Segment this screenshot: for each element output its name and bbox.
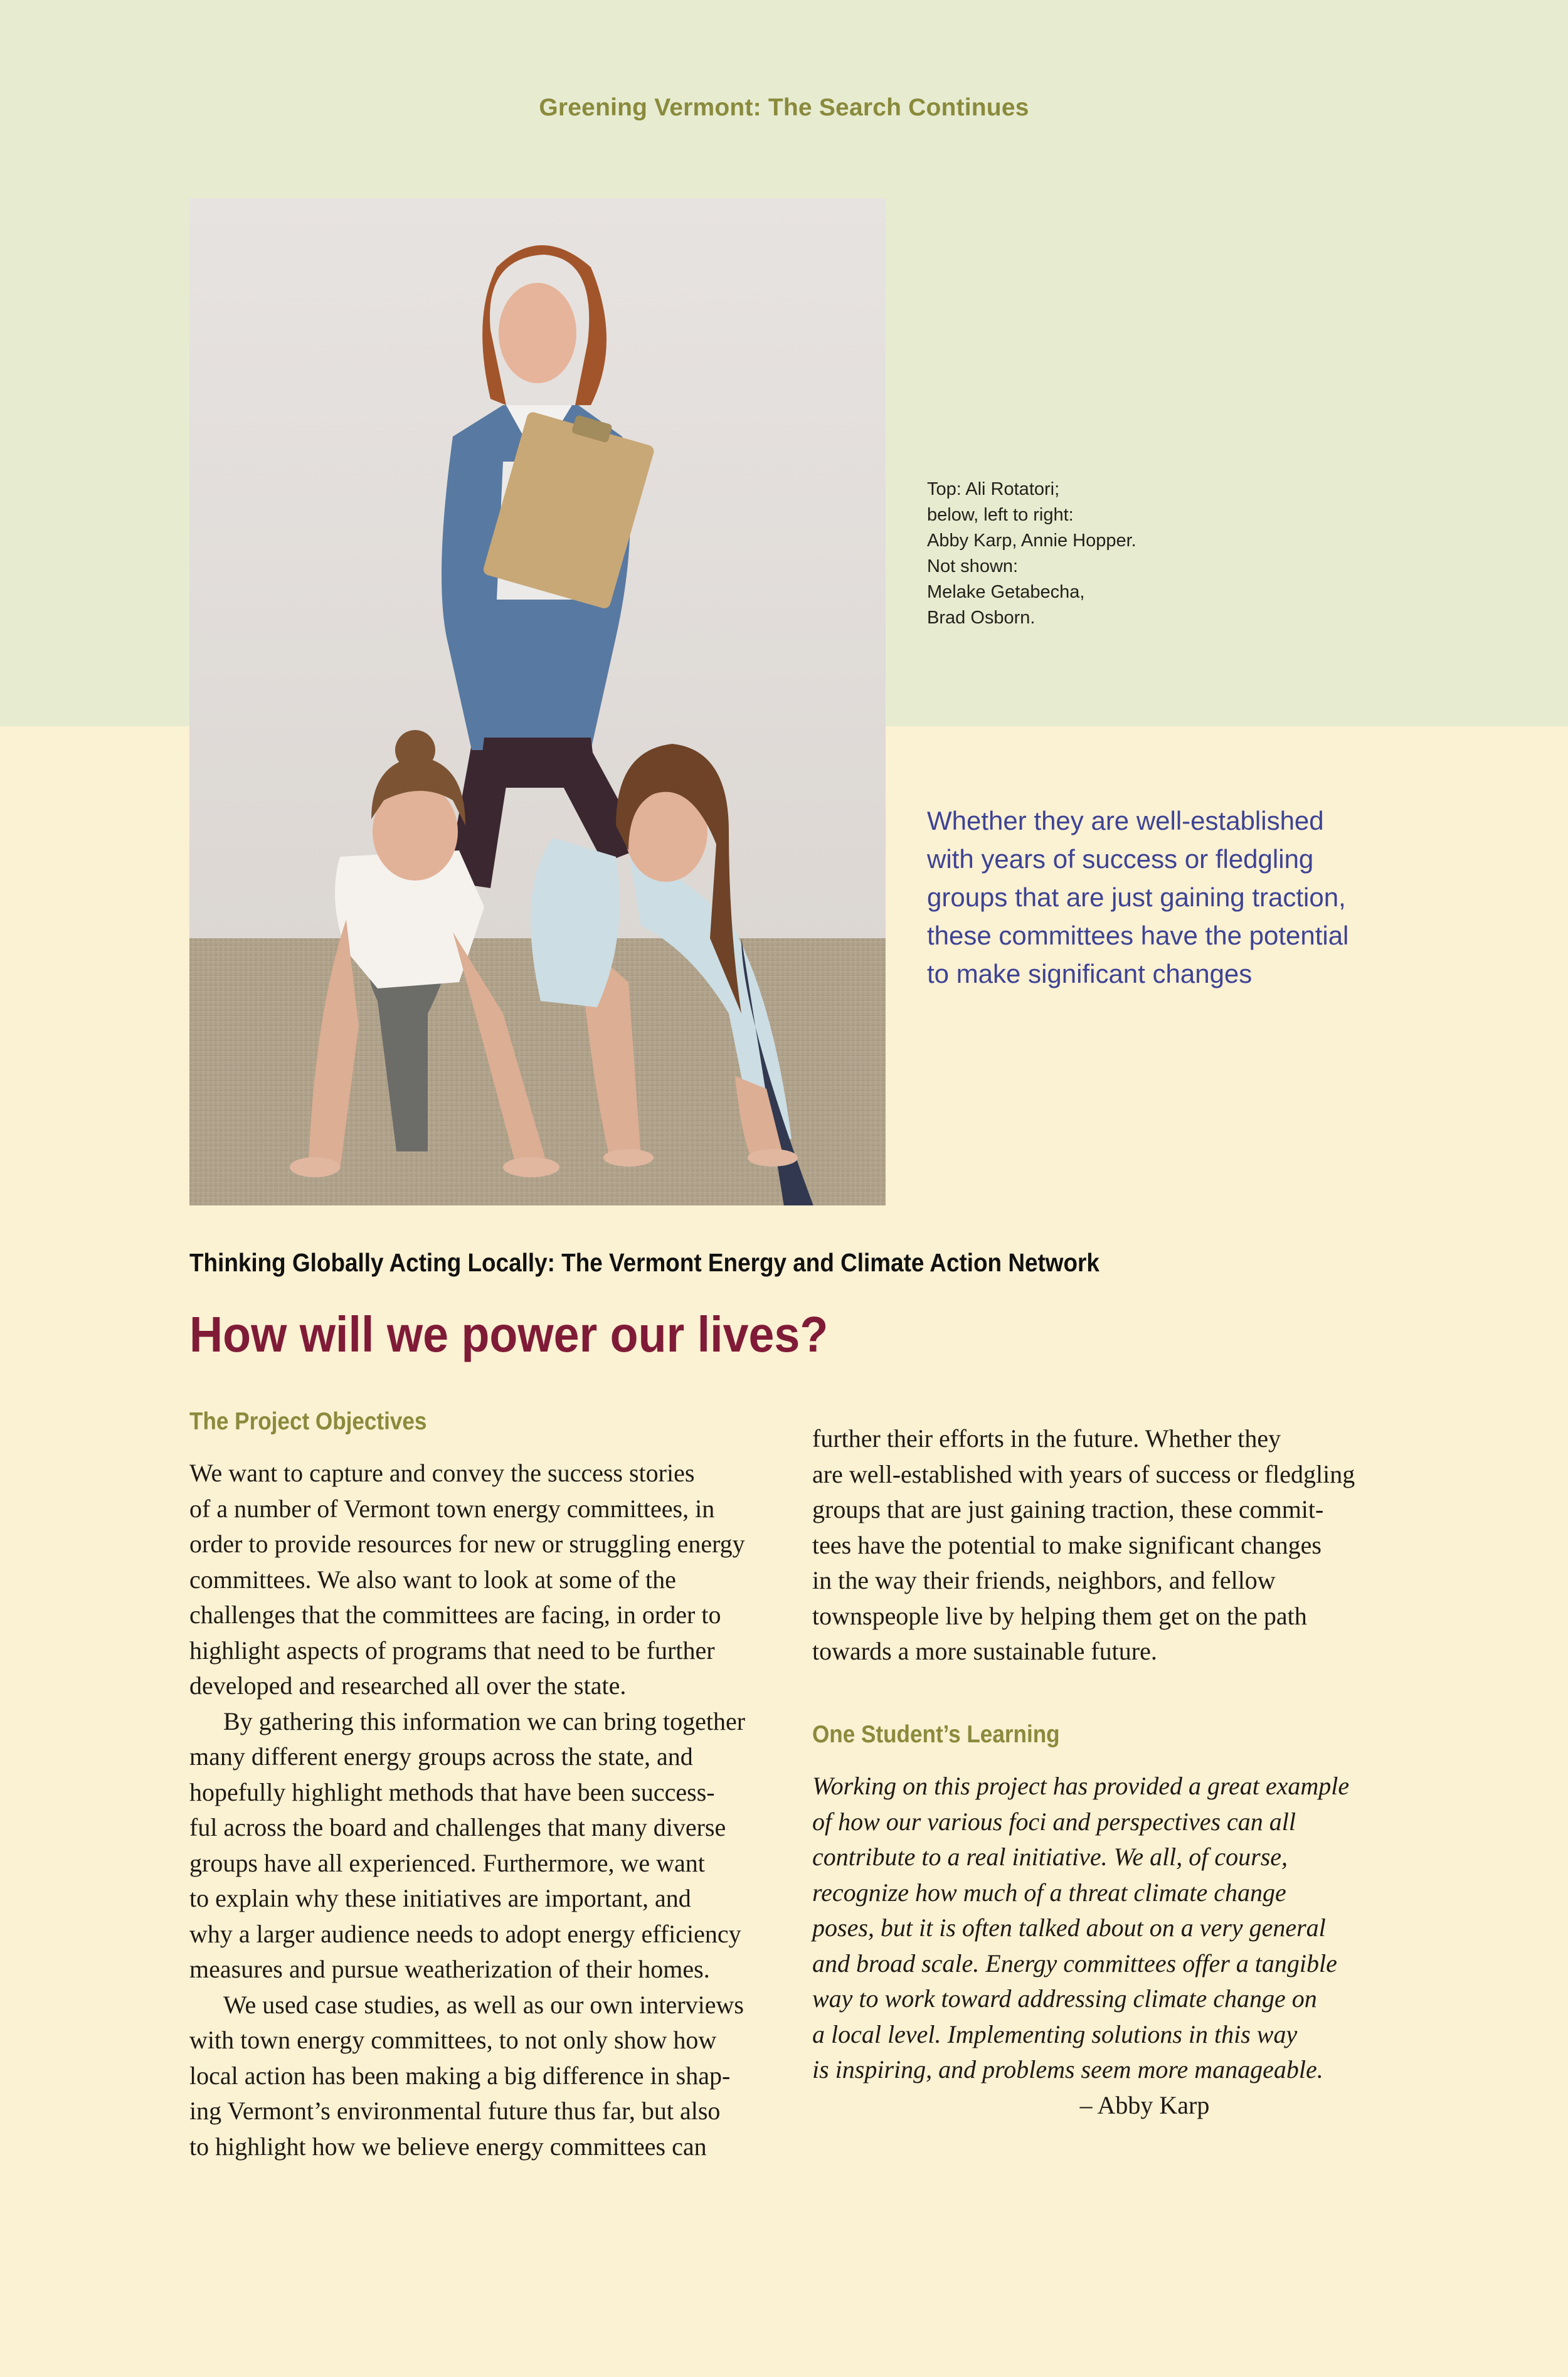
quote-line: way to work toward addressing climate change on bbox=[812, 1984, 1317, 2013]
quote-line: a local level. Implementing solutions in this way bbox=[812, 2020, 1298, 2048]
quote-line: and broad scale. Energy committees offer a tangible bbox=[812, 1949, 1337, 1977]
caption-line: Abby Karp, Annie Hopper. bbox=[927, 531, 1136, 551]
body-text-line: to explain why these initiatives are important, and bbox=[189, 1884, 691, 1912]
body-text-line: towards a more sustainable future. bbox=[812, 1637, 1157, 1665]
caption-line: Top: Ali Rotatori; bbox=[927, 479, 1060, 499]
quote-line: poses, but it is often talked about on a very general bbox=[812, 1914, 1326, 1942]
body-text-line: committees. We also want to look at some of the bbox=[189, 1565, 676, 1594]
section-heading-learning: One Student’s Learning bbox=[812, 1721, 1060, 1748]
group-photo bbox=[189, 198, 886, 1205]
pull-quote bbox=[927, 802, 1416, 993]
section-heading-objectives: The Project Objectives bbox=[189, 1408, 427, 1435]
pull-quote-line: these committees have the potential bbox=[927, 921, 1349, 950]
student-quote bbox=[812, 1769, 1402, 2123]
body-text-line: hopefully highlight methods that have been success- bbox=[189, 1777, 715, 1806]
right-column-text bbox=[812, 1421, 1402, 1670]
quote-attribution: – Abby Karp bbox=[1079, 2090, 1210, 2119]
body-text-line: why a larger audience needs to adopt energy efficiency bbox=[189, 1919, 741, 1948]
article-headline: How will we power our lives? bbox=[189, 1306, 829, 1362]
caption-line: Not shown: bbox=[927, 556, 1019, 576]
quote-line: contribute to a real initiative. We all, of course, bbox=[812, 1843, 1288, 1871]
body-text-line: ing Vermont’s environmental future thus far, but also bbox=[189, 2097, 721, 2125]
body-text-line: many different energy groups across the state, and bbox=[189, 1742, 693, 1771]
pull-quote-line: Whether they are well-established bbox=[927, 806, 1324, 835]
quote-line: recognize how much of a threat climate change bbox=[812, 1878, 1286, 1907]
body-text-line: tees have the potential to make significant changes bbox=[812, 1530, 1322, 1559]
caption-line: below, left to right: bbox=[927, 505, 1074, 525]
quote-line: of how our various foci and perspectives can all bbox=[812, 1807, 1296, 1836]
quote-line: Working on this project has provided a great example bbox=[812, 1772, 1350, 1800]
caption-line: Brad Osborn. bbox=[927, 608, 1036, 628]
body-text-line: ful across the board and challenges that many diverse bbox=[189, 1813, 726, 1841]
body-text-line: are well-established with years of success or fledgling bbox=[812, 1459, 1355, 1488]
body-text-line: with town energy committees, to not only show how bbox=[189, 2026, 717, 2054]
pull-quote-line: groups that are just gaining traction, bbox=[927, 882, 1346, 912]
group-photo-icon bbox=[189, 198, 886, 1205]
body-text-line: of a number of Vermont town energy committees, in bbox=[189, 1494, 715, 1523]
quote-line: is inspiring, and problems seem more manageable. bbox=[812, 2055, 1323, 2083]
caption-line: Melake Getabecha, bbox=[927, 582, 1085, 602]
body-text-line: further their efforts in the future. Whether they bbox=[812, 1424, 1281, 1453]
body-text-line: highlight aspects of programs that need to be further bbox=[189, 1636, 715, 1665]
article-kicker: Thinking Globally Acting Locally: The Vermont Energy and Climate Action Network bbox=[189, 1248, 1099, 1277]
body-text-line: developed and researched all over the state. bbox=[189, 1671, 627, 1700]
body-text-line: to highlight how we believe energy committees can bbox=[189, 2132, 707, 2161]
body-text-line: in the way their friends, neighbors, and fellow bbox=[812, 1566, 1276, 1594]
body-text-line: order to provide resources for new or struggling energy bbox=[189, 1530, 745, 1558]
body-text-line: groups that are just gaining traction, these commit- bbox=[812, 1495, 1324, 1523]
body-text-line: groups have all experienced. Furthermore, we want bbox=[189, 1848, 705, 1877]
photo-caption bbox=[927, 477, 1278, 631]
running-head: Greening Vermont: The Search Continues bbox=[539, 94, 1029, 121]
body-text-line: measures and pursue weatherization of their homes. bbox=[189, 1955, 710, 1983]
left-column-text bbox=[189, 1456, 779, 2164]
body-text-line: townspeople live by helping them get on the path bbox=[812, 1601, 1307, 1630]
body-text-line: challenges that the committees are facing, in order to bbox=[189, 1601, 721, 1629]
pull-quote-line: with years of success or fledgling bbox=[927, 844, 1314, 874]
body-text-line: By gathering this information we can bring together bbox=[223, 1707, 746, 1735]
body-text-line: We want to capture and convey the success stories bbox=[189, 1459, 695, 1487]
pull-quote-line: to make significant changes bbox=[927, 959, 1253, 988]
body-text-line: local action has been making a big difference in shap- bbox=[189, 2061, 731, 2090]
body-text-line: We used case studies, as well as our own interviews bbox=[223, 1990, 744, 2019]
